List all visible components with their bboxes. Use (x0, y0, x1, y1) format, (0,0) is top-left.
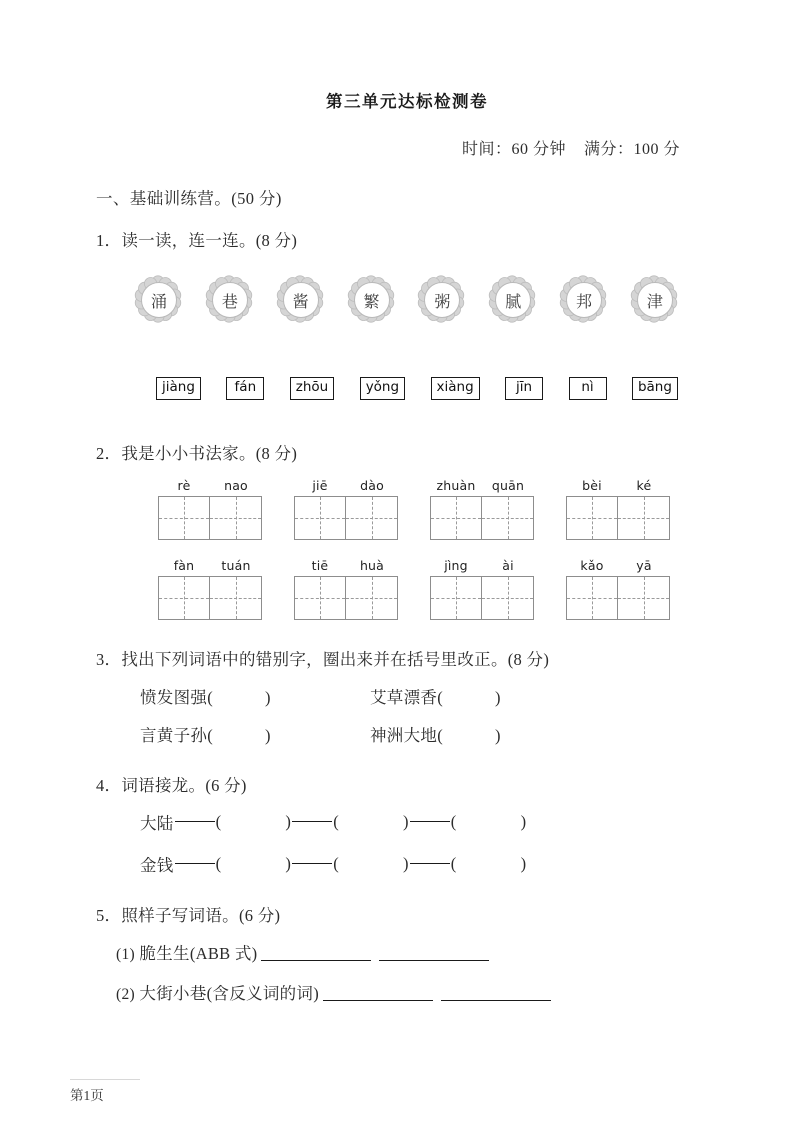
chain-paren-open: ( (333, 811, 339, 831)
writing-grid-item (430, 558, 534, 620)
correction-item[interactable] (140, 722, 370, 746)
pinyin-syllable: tiē (311, 557, 329, 573)
pinyin-box[interactable]: bāng (632, 377, 678, 400)
tianzige-grid[interactable] (566, 496, 670, 540)
tianzige-cell[interactable] (210, 496, 262, 540)
chain-paren-close: ) (403, 811, 409, 831)
item-index: (2) (116, 985, 135, 1003)
chain-paren-close: ) (285, 853, 292, 873)
item-prompt: 大街小巷(含反义词的词) (139, 983, 320, 1003)
correction-paren-close: ) (495, 687, 501, 707)
pinyin-syllable: ké (636, 477, 652, 493)
writing-grid-row (96, 478, 696, 540)
tianzige-grid[interactable] (158, 496, 262, 540)
correction-item[interactable] (140, 684, 370, 708)
writing-grid-item (158, 478, 262, 540)
correction-paren-close: ) (265, 687, 271, 707)
tianzige-cell[interactable] (566, 496, 618, 540)
pinyin-syllable: nao (224, 477, 248, 493)
page-content (96, 88, 696, 1030)
pinyin-box[interactable]: nì (569, 377, 607, 400)
answer-blank[interactable] (261, 944, 371, 961)
character-badge[interactable] (134, 275, 182, 323)
correction-row (96, 684, 696, 708)
pinyin-box[interactable]: jiàng (156, 377, 201, 400)
character-badge-label: 津 (637, 282, 673, 318)
character-badge-label: 粥 (424, 282, 460, 318)
pinyin-syllable: tuán (221, 557, 251, 573)
writing-grid-pinyin (158, 558, 262, 573)
tianzige-cell[interactable] (430, 576, 482, 620)
pinyin-syllable: ài (502, 557, 514, 573)
writing-grid-pinyin (566, 558, 670, 573)
character-badge-row (96, 265, 696, 323)
tianzige-cell[interactable] (430, 496, 482, 540)
chain-paren-open: ( (333, 853, 339, 873)
question-5-heading: 5．照样子写词语。(6 分) (96, 905, 281, 925)
writing-grid-pinyin (158, 478, 262, 493)
pinyin-syllable: rè (177, 477, 191, 493)
pinyin-syllable: huà (359, 557, 385, 573)
chain-connector (410, 821, 450, 822)
pinyin-syllable: kǎo (580, 557, 604, 573)
pinyin-syllable: yā (636, 557, 652, 573)
pinyin-syllable: jiē (312, 477, 328, 493)
writing-grid-item (294, 558, 398, 620)
writing-grid-item (566, 558, 670, 620)
tianzige-cell[interactable] (346, 496, 398, 540)
page-number: 第1页 (70, 1088, 104, 1103)
writing-grid-pinyin (294, 478, 398, 493)
pinyin-box[interactable]: fán (226, 377, 264, 400)
character-badge-label: 邦 (566, 282, 602, 318)
tianzige-cell[interactable] (482, 576, 534, 620)
character-badge[interactable] (347, 275, 395, 323)
pinyin-box[interactable]: xiàng (431, 377, 480, 400)
chain-connector (175, 863, 215, 864)
writing-grid-pinyin (430, 478, 534, 493)
character-badge[interactable] (417, 275, 465, 323)
character-badge[interactable] (630, 275, 678, 323)
tianzige-grid[interactable] (294, 496, 398, 540)
word-chain-row (96, 810, 696, 834)
writing-grid-item (430, 478, 534, 540)
word-chain-row (96, 852, 696, 876)
page-footer (70, 1079, 730, 1104)
question-4-heading: 4．词语接龙。(6 分) (96, 775, 247, 795)
correction-word: 愤发图强( (140, 687, 213, 707)
chain-paren-open: ( (215, 811, 222, 831)
item-prompt: 脆生生(ABB 式) (139, 943, 258, 963)
correction-paren-close: ) (495, 725, 501, 745)
answer-blank[interactable] (441, 984, 551, 1001)
character-badge[interactable] (559, 275, 607, 323)
character-badge-label: 繁 (354, 282, 390, 318)
tianzige-cell[interactable] (346, 576, 398, 620)
answer-blank[interactable] (323, 984, 433, 1001)
correction-word: 神洲大地( (370, 725, 443, 745)
chain-paren-open: ( (450, 853, 457, 873)
writing-grid-pinyin (430, 558, 534, 573)
pinyin-box[interactable]: jīn (505, 377, 543, 400)
writing-grid-pinyin (294, 558, 398, 573)
pinyin-syllable: jìng (444, 557, 468, 573)
chain-connector (292, 863, 332, 864)
character-badge-label: 腻 (495, 282, 531, 318)
tianzige-cell[interactable] (158, 496, 210, 540)
correction-item[interactable] (370, 722, 600, 746)
correction-word: 艾草漂香( (370, 687, 443, 707)
chain-paren-close: ) (520, 811, 527, 831)
tianzige-cell[interactable] (566, 576, 618, 620)
tianzige-grid[interactable] (158, 576, 262, 620)
word-chain-rows (96, 810, 696, 876)
tianzige-cell[interactable] (294, 496, 346, 540)
chain-paren-close: ) (520, 853, 527, 873)
pinyin-syllable: fàn (173, 557, 195, 573)
chain-connector (292, 821, 332, 822)
exam-total-score: 满分：100 分 (583, 141, 680, 158)
question-5 (96, 902, 696, 1004)
tianzige-cell[interactable] (158, 576, 210, 620)
pinyin-syllable: quān (491, 477, 525, 493)
writing-grid-item (566, 478, 670, 540)
tianzige-cell[interactable] (482, 496, 534, 540)
correction-item[interactable] (370, 684, 600, 708)
character-badge-label: 酱 (283, 282, 319, 318)
exam-time: 时间：60 分钟 (461, 141, 566, 158)
character-badge[interactable] (488, 275, 536, 323)
tianzige-cell[interactable] (618, 496, 670, 540)
tianzige-grid[interactable] (566, 576, 670, 620)
write-similar-row (96, 940, 696, 964)
character-badge[interactable] (205, 275, 253, 323)
tianzige-cell[interactable] (294, 576, 346, 620)
tianzige-grid[interactable] (430, 576, 534, 620)
question-3-heading: 3．找出下列词语中的错别字，圈出来并在括号里改正。(8 分) (96, 649, 550, 669)
pinyin-syllable: dào (360, 477, 384, 493)
tianzige-cell[interactable] (210, 576, 262, 620)
pinyin-syllable: bèi (582, 477, 602, 493)
chain-paren-open: ( (215, 853, 222, 873)
character-badge[interactable] (276, 275, 324, 323)
question-4 (96, 772, 696, 876)
correction-paren-close: ) (265, 725, 271, 745)
question-1-heading: 1．读一读，连一连。(8 分) (96, 231, 298, 250)
chain-paren-open: ( (450, 811, 457, 831)
correction-word: 言黄子孙( (140, 725, 213, 745)
question-2 (96, 440, 696, 620)
tianzige-grid[interactable] (294, 576, 398, 620)
chain-connector (175, 821, 215, 822)
pinyin-box-row (96, 377, 696, 400)
writing-grid-pinyin (566, 478, 670, 493)
pinyin-box[interactable]: zhōu (290, 377, 334, 400)
word-chain-start: 大陆 (140, 813, 174, 833)
tianzige-cell[interactable] (618, 576, 670, 620)
pinyin-box[interactable]: yǒng (360, 377, 405, 400)
chain-paren-close: ) (285, 811, 292, 831)
question-2-heading: 2．我是小小书法家。(8 分) (96, 443, 298, 463)
tianzige-grid[interactable] (430, 496, 534, 540)
writing-grid-item (294, 478, 398, 540)
pinyin-syllable: zhuàn (436, 477, 476, 493)
item-index: (1) (116, 945, 135, 963)
write-similar-rows (96, 940, 696, 1004)
character-badge-label: 涌 (141, 282, 177, 318)
chain-paren-close: ) (403, 853, 409, 873)
word-chain-start: 金钱 (140, 855, 174, 875)
writing-grid-item (158, 558, 262, 620)
correction-rows (96, 684, 696, 746)
page-title: 第三单元达标检测卷 (326, 92, 488, 111)
section-heading-basics: 一、基础训练营。(50 分) (96, 189, 282, 208)
write-similar-row (96, 980, 696, 1004)
character-badge-label: 巷 (212, 282, 248, 318)
question-1 (96, 227, 696, 400)
writing-grid-row (96, 558, 696, 620)
correction-row (96, 722, 696, 746)
writing-grid-section (96, 478, 696, 620)
question-3 (96, 646, 696, 746)
answer-blank[interactable] (379, 944, 489, 961)
chain-connector (410, 863, 450, 864)
exam-meta (96, 136, 696, 159)
footer-divider (70, 1079, 140, 1080)
